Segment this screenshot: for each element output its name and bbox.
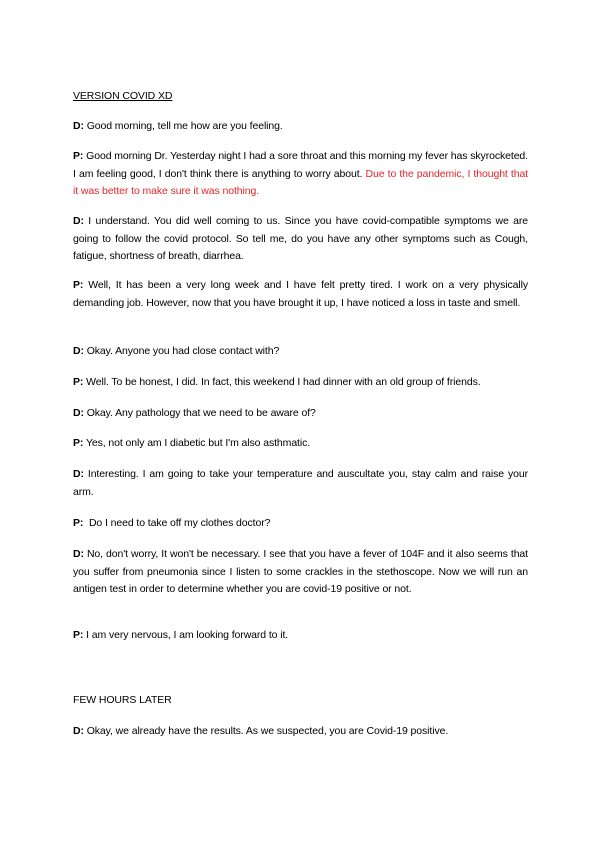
- line-text: Good morning Dr. Yesterday night I had a sore throat and this morning my fever has skyrocketed. I am feeling good, I don't think there is anything to worry about.: [73, 150, 528, 180]
- speaker-label: D:: [73, 407, 84, 419]
- section-heading: FEW HOURS LATER: [73, 694, 172, 706]
- speaker-label: D:: [73, 548, 84, 560]
- dialogue-line: [73, 515, 528, 533]
- line-text: I am very nervous, I am looking forward to it.: [83, 629, 289, 641]
- dialogue-line: [73, 343, 528, 361]
- speaker-label: P:: [73, 150, 84, 162]
- document-title: VERSION COVID XD: [73, 90, 173, 102]
- highlighted-text: Due to the pandemic, I thought that it was better to make sure it was nothing.: [73, 167, 529, 197]
- speaker-label: P:: [73, 376, 84, 388]
- dialogue-line: [73, 723, 528, 741]
- speaker-label: D:: [73, 120, 84, 132]
- dialogue-line: [73, 213, 528, 266]
- speaker-label: P:: [73, 279, 84, 291]
- speaker-label: P:: [73, 629, 84, 641]
- speaker-label: P:: [73, 437, 84, 449]
- dialogue-line: [73, 466, 528, 501]
- speaker-label: D:: [73, 468, 84, 480]
- dialogue-line: [73, 435, 528, 453]
- line-text: No, don't worry, It won't be necessary. I see that you have a fever of 104F and it also seems that you suffer from pneumonia since I listen to some crackles in the stethoscope. Now we will run an antigen test in order to determine whether you are covid-19 positive or not.: [73, 548, 528, 595]
- dialogue-line: [73, 627, 528, 645]
- speaker-label: P:: [73, 517, 84, 529]
- dialogue-line: [73, 546, 528, 599]
- line-text: Well, It has been a very long week and I have felt pretty tired. I work on a very physically demanding job. However, now that you have brought it up, I have noticed a loss in taste and smell.: [73, 279, 528, 309]
- line-text: Okay. Any pathology that we need to be aware of?: [83, 407, 316, 419]
- dialogue-line: [73, 405, 528, 423]
- line-text: Okay, we already have the results. As we suspected, you are Covid-19 positive.: [83, 725, 449, 737]
- dialogue-line: [73, 118, 528, 136]
- speaker-label: D:: [73, 725, 84, 737]
- line-text: Do I need to take off my clothes doctor?: [83, 517, 271, 529]
- speaker-label: D:: [73, 345, 84, 357]
- dialogue-line: [73, 277, 528, 312]
- line-text: Yes, not only am I diabetic but I'm also asthmatic.: [83, 437, 311, 449]
- line-text: Okay. Anyone you had close contact with?: [83, 345, 280, 357]
- line-text: Well. To be honest, I did. In fact, this weekend I had dinner with an old group of friends.: [83, 376, 481, 388]
- line-text: Good morning, tell me how are you feeling.: [83, 120, 283, 132]
- line-text: Interesting. I am going to take your temperature and auscultate you, stay calm and raise your arm.: [73, 468, 528, 498]
- speaker-label: D:: [73, 215, 84, 227]
- dialogue-line: [73, 374, 528, 392]
- dialogue-line: [73, 148, 528, 201]
- line-text: I understand. You did well coming to us. Since you have covid-compatible symptoms we are going to follow the covid protocol. So tell me, do you have any other symptoms such as Cough, fatigue, shortness of breath, diarrhea.: [73, 215, 528, 262]
